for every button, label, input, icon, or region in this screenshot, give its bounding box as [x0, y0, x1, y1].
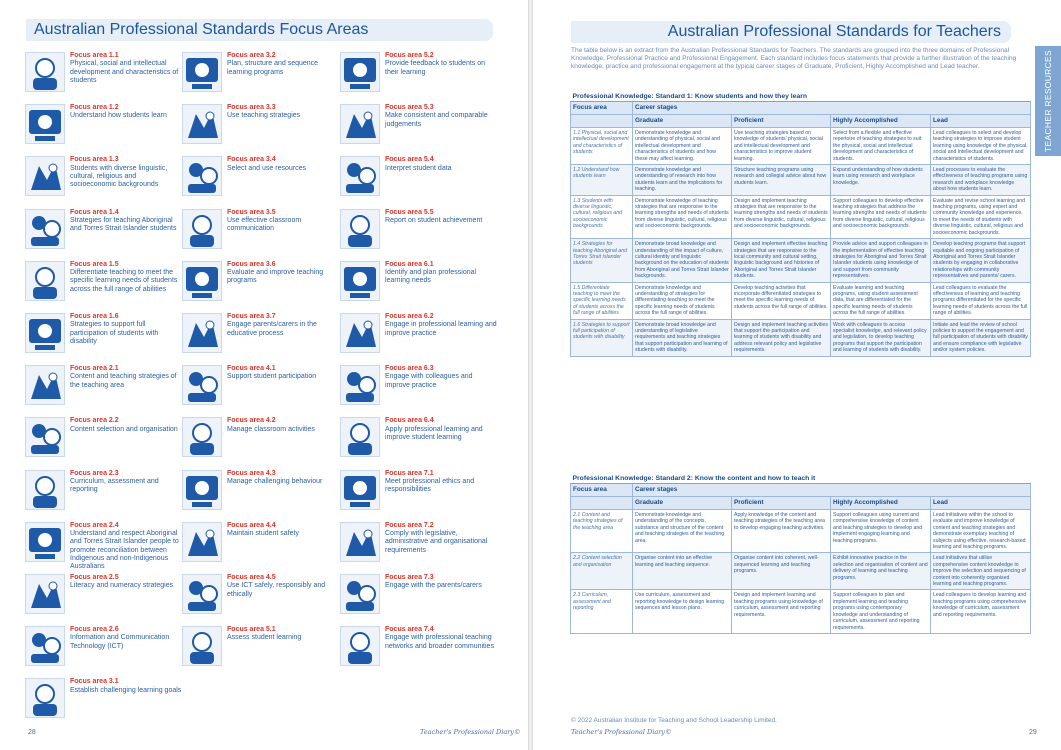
focus-area-number: Focus area 5.4 [385, 156, 434, 164]
stage-cell: Evaluate and revise school learning and teaching programs, using expert and community knowledge and experience, to meet the needs of students with diverse linguistic, cultural, religious and socioeconomic backgrounds. [931, 195, 1031, 238]
focus-area-number: Focus area 3.3 [227, 104, 276, 112]
speaking-teacher-icon [182, 209, 222, 249]
focus-area-text [385, 626, 497, 651]
focus-area-description: Maintain student safety [227, 530, 299, 538]
focus-area-item [182, 104, 337, 154]
right-footer: Teacher's Professional Diary© [571, 728, 672, 736]
raised-hands-icon [25, 209, 65, 249]
focus-area-text [70, 626, 182, 651]
focus-area-text [70, 209, 182, 234]
focus-area-number: Focus area 6.1 [385, 260, 434, 268]
focus-area-item [25, 365, 180, 415]
focus-area-item [25, 470, 180, 520]
pencil-paper-icon [25, 470, 65, 510]
focus-area-text [385, 365, 497, 390]
clipboard-icon [182, 626, 222, 666]
focus-area-number: Focus area 3.2 [227, 52, 276, 59]
focus-area-cell: 2.2 Content selection and organisation [571, 553, 633, 590]
alphabet-blocks-icon [25, 574, 65, 614]
checkbox-icon [340, 522, 380, 562]
stage-cell: Initiate and lead the review of school policies to support the engagement and full participation of students with disability and ensure compliance with legislative and/or system policies. [931, 319, 1031, 356]
stage-cell: Demonstrate knowledge and understanding of strategies for differentiating teaching to meet the specific learning needs of students across the full range of abilities. [633, 282, 732, 319]
focus-area-text [385, 209, 497, 226]
stage-cell: Lead colleagues to select and develop teaching strategies to improve student learning using knowledge of the physical, social and intellectual development and characteristics of students. [931, 128, 1031, 165]
scales-icon [340, 104, 380, 144]
focus-area-cell: 2.1 Content and teaching strategies of the teaching area [571, 510, 633, 553]
standard-2-table [570, 474, 1031, 634]
focus-area-cell: 1.6 Strategies to support full participation of students with disability [571, 319, 633, 356]
focus-area-number: Focus area 4.1 [227, 365, 276, 373]
focus-area-item [182, 522, 337, 572]
focus-area-description: Select and use resources [227, 164, 306, 172]
focus-area-item [25, 574, 180, 624]
focus-area-number: Focus area 5.3 [385, 104, 434, 112]
focus-area-text [70, 261, 182, 294]
focus-area-number: Focus area 7.3 [385, 574, 434, 581]
focus-area-number: Focus area 1.4 [70, 208, 119, 216]
focus-area-description: Engage in professional learning and improve practice [385, 321, 497, 337]
focus-area-description: Make consistent and comparable judgements [385, 112, 488, 128]
table-row [571, 319, 1031, 356]
focus-area-col-header: Focus area [571, 102, 633, 115]
focus-area-text [70, 417, 182, 434]
focus-area-number: Focus area 5.1 [227, 626, 276, 634]
focus-area-number: Focus area 2.1 [70, 365, 119, 373]
focus-area-number: Focus area 7.4 [385, 626, 434, 634]
focus-area-description: Differentiate teaching to meet the specific learning needs of students across the full range of abilities [70, 269, 178, 293]
focus-area-number: Focus area 4.5 [227, 574, 276, 581]
focus-area-item [25, 522, 180, 572]
focus-area-item [25, 313, 180, 363]
focus-area-item [182, 365, 337, 415]
hand-pointer-icon [25, 417, 65, 457]
focus-area-item [182, 261, 337, 311]
stage-cell: Use curriculum, assessment and reporting knowledge to design learning sequences and lesson plans. [633, 590, 732, 633]
focus-area-text [385, 104, 497, 129]
upset-student-icon [182, 470, 222, 510]
focus-area-description: Content and teaching strategies of the teaching area [70, 373, 177, 389]
stage-cell: Demonstrate knowledge and understanding of research into how students learn and the implications for teaching. [633, 165, 732, 196]
bulb-head-icon [25, 678, 65, 718]
focus-area-text [70, 470, 182, 495]
bar-chart-icon [340, 156, 380, 196]
focus-area-description: Plan, structure and sequence learning programs [227, 60, 319, 76]
stage-cell: Select from a flexible and effective repertoire of teaching strategies to suit the physical, social and intellectual development and characteristics of students. [831, 128, 931, 165]
left-page-title: Australian Professional Standards Focus Areas [26, 19, 493, 41]
focus-area-description: Identify and plan professional learning needs [385, 269, 477, 285]
colleagues-icon [340, 365, 380, 405]
stage-graduate: Graduate [633, 115, 732, 128]
stage-cell: Apply knowledge of the content and teaching strategies of the teaching area to develop engaging teaching activities. [732, 510, 831, 553]
focus-area-text [227, 626, 339, 643]
focus-area-description: Literacy and numeracy strategies [70, 582, 174, 590]
focus-area-cell: 1.4 Strategies for teaching Aboriginal and Torres Strait Islander students [571, 239, 633, 282]
right-page-title: Australian Professional Standards for Teachers [571, 21, 1011, 43]
focus-area-description: Manage classroom activities [227, 425, 315, 433]
right-page [533, 0, 1061, 750]
focus-area-description: Support student participation [227, 373, 317, 381]
microscope-icon [25, 365, 65, 405]
focus-area-text [385, 574, 497, 591]
focus-area-text [70, 522, 182, 572]
focus-area-item [25, 417, 180, 467]
teacher-resources-tab [1035, 46, 1061, 156]
stage-cell: Use teaching strategies based on knowledge of students' physical, social and intellectual development and characteristics to improve student learning. [732, 128, 831, 165]
focus-area-description: Report on student achievement [385, 216, 483, 224]
diverse-hands-icon [25, 156, 65, 196]
stage-lead: Lead [931, 115, 1031, 128]
stage-cell: Design and implement learning and teaching programs using knowledge of curriculum, assessment and reporting requirements. [732, 590, 831, 633]
stage-proficient: Proficient [732, 497, 831, 510]
side-tab-label: TEACHER RESOURCES [1043, 50, 1053, 152]
focus-area-item [340, 104, 495, 154]
presenting-teacher-icon [182, 104, 222, 144]
students-group-icon [25, 261, 65, 301]
focus-area-description: Students with diverse linguistic, cultural, religious and socioeconomic backgrounds [70, 164, 168, 189]
focus-area-item [340, 365, 495, 415]
focus-area-text [70, 313, 182, 346]
focus-area-number: Focus area 2.3 [70, 469, 119, 477]
focus-area-description: Understand and respect Aboriginal and Torres Strait Islander people to promote reconciliation between Indigenous and non-Indigenous Australians [70, 530, 179, 571]
computer-user-icon [25, 626, 65, 666]
focus-area-description: Engage with professional teaching networks and broader communities [385, 634, 494, 650]
focus-area-item [25, 261, 180, 311]
focus-area-description: Comply with legislative, administrative and organisational requirements [385, 530, 488, 554]
focus-area-number: Focus area 3.5 [227, 208, 276, 216]
focus-area-text [227, 313, 339, 338]
stage-cell: Structure teaching programs using research and collegial advice about how students learn. [732, 165, 831, 196]
stage-cell: Support colleagues using current and comprehensive knowledge of content and teaching strategies to develop and implement engaging learning and teaching programs. [831, 510, 931, 553]
focus-area-item [25, 209, 180, 259]
stage-cell: Provide advice and support colleagues in the implementation of effective teaching strategies for Aboriginal and Torres Strait Islander students using knowledge of and support from community representatives. [831, 239, 931, 282]
focus-area-number: Focus area 3.4 [227, 156, 276, 164]
focus-area-description: Understand how students learn [70, 112, 167, 120]
focus-area-item [340, 522, 495, 572]
focus-area-text [70, 104, 182, 121]
focus-area-number: Focus area 3.7 [227, 313, 276, 320]
focus-area-description: Engage with the parents/carers [385, 582, 482, 590]
focus-area-text [227, 261, 339, 286]
focus-area-number: Focus area 1.2 [70, 104, 119, 112]
focus-area-item [340, 52, 495, 102]
focus-area-item [340, 470, 495, 520]
stage-cell: Lead colleagues to evaluate the effectiveness of learning and teaching programs differentiated for the specific learning needs of students across the full range of abilities. [931, 282, 1031, 319]
standard-2-heading: Professional Knowledge: Standard 2: Know the content and how to teach it [571, 474, 1031, 484]
focus-area-number: Focus area 7.1 [385, 469, 434, 477]
focus-area-text [70, 156, 182, 189]
focus-area-item [340, 574, 495, 624]
stage-highly-accomplished: Highly Accomplished [831, 497, 931, 510]
focus-area-text [70, 52, 182, 85]
stage-graduate: Graduate [633, 497, 732, 510]
left-page-number: 28 [28, 729, 36, 736]
table-row [571, 590, 1031, 633]
books-icon [182, 156, 222, 196]
intro-paragraph: The table below is an extract from the Australian Professional Standards for Teachers. The standards are grouped into the three domains of Professional Knowledge, Professional Practice and Professional Engagement. Each standard includes focus statements that provide a further illustration of the teaching knowledge, practice and professional engagement at the typical career stages of Graduate, Proficient, Highly Accomplished and Lead teacher. [571, 47, 1017, 70]
table-row [571, 282, 1031, 319]
stage-cell: Evaluate learning and teaching programs, using student assessment data, that are differentiated for the specific learning needs of students across the full range of abilities. [831, 282, 931, 319]
focus-area-item [25, 104, 180, 154]
focus-area-description: Assess student learning [227, 634, 302, 642]
focus-area-item [25, 678, 180, 728]
stage-cell: Lead initiatives that utilise comprehensive content knowledge to improve the selection and sequencing of content into coherently organised learning and teaching programs. [931, 553, 1031, 590]
focus-area-cell: 1.2 Understand how students learn [571, 165, 633, 196]
focus-area-number: Focus area 1.1 [70, 52, 119, 59]
focus-area-number: Focus area 1.6 [70, 313, 119, 320]
standard-1-heading: Professional Knowledge: Standard 1: Know students and how they learn [571, 92, 1031, 102]
focus-area-number: Focus area 4.3 [227, 469, 276, 477]
focus-area-text [227, 365, 339, 382]
focus-area-description: Use effective classroom communication [227, 216, 302, 233]
focus-area-cell: 1.1 Physical, social and intellectual development and characteristics of students [571, 128, 633, 165]
focus-area-description: Establish challenging learning goals [70, 686, 182, 694]
focus-area-text [227, 209, 339, 234]
focus-area-item [25, 156, 180, 206]
stage-cell: Organise content into coherent, well-sequenced learning and teaching programs. [732, 553, 831, 590]
focus-area-number: Focus area 2.5 [70, 574, 119, 581]
stage-cell: Design and implement effective teaching strategies that are responsive to the local community and cultural setting, linguistic background and histories of Aboriginal and Torres Strait Islander students. [732, 239, 831, 282]
table-row [571, 510, 1031, 553]
left-page [0, 0, 528, 750]
focus-area-text [70, 574, 182, 591]
stage-cell: Demonstrate knowledge of teaching strategies that are responsive to the learning strengths and needs of students from diverse linguistic, cultural, religious and socioeconomic backgrounds. [633, 195, 732, 238]
career-stages-header: Career stages [633, 102, 1031, 115]
focus-area-description: Manage challenging behaviour [227, 477, 323, 485]
focus-area-description: Strategies to support full participation of students with disability [70, 321, 159, 345]
focus-area-text [385, 52, 497, 77]
report-card-icon [340, 209, 380, 249]
focus-area-item [182, 626, 337, 676]
focus-area-number: Focus area 1.3 [70, 156, 119, 164]
focus-area-text [227, 470, 339, 487]
puzzle-icon [340, 626, 380, 666]
table-row [571, 239, 1031, 282]
stage-cell: Demonstrate broad knowledge and understanding of the impact of culture, cultural identity and linguistic background on the education of students from Aboriginal and Torres Strait Islander backgrounds. [633, 239, 732, 282]
focus-area-cell: 1.5 Differentiate teaching to meet the specific learning needs of students across the full range of abilities [571, 282, 633, 319]
stage-cell: Design and implement teaching activities that support the participation and learning of students with disability and address relevant policy and legislative requirements. [732, 319, 831, 356]
stage-cell: Demonstrate broad knowledge and understanding of legislative requirements and teaching strategies that support participation and learning of students with disability. [633, 319, 732, 356]
stage-cell: Organise content into an effective learning and teaching sequence. [633, 553, 732, 590]
focus-area-description: Use ICT safely, responsibly and ethically [227, 582, 326, 598]
left-footer: Teacher's Professional Diary© [420, 728, 521, 736]
stage-cell: Demonstrate knowledge and understanding of physical, social and intellectual development and characteristics of students and how these may affect learning. [633, 128, 732, 165]
focus-area-text [227, 156, 339, 173]
focus-area-number: Focus area 3.1 [70, 678, 119, 686]
table-row [571, 165, 1031, 196]
focus-area-text [70, 678, 182, 695]
table-row [571, 128, 1031, 165]
copyright-notice: © 2022 Australian Institute for Teaching and School Leadership Limited. [571, 717, 777, 724]
stage-cell: Design and implement teaching strategies that are responsive to the learning strengths and needs of students from diverse linguistic, cultural, religious and socioeconomic backgrounds. [732, 195, 831, 238]
focus-area-item [182, 313, 337, 363]
focus-area-text [70, 365, 182, 390]
stage-cell: Work with colleagues to access specialist knowledge, and relevant policy and legislation, to develop teaching programs that support the participation and learning of students with disability. [831, 319, 931, 356]
focus-area-number: Focus area 7.2 [385, 521, 434, 529]
focus-area-item [340, 626, 495, 676]
focus-area-description: Strategies for teaching Aboriginal and Torres Strait Islander students [70, 216, 177, 233]
focus-area-text [227, 417, 339, 434]
focus-area-number: Focus area 6.2 [385, 313, 434, 320]
family-icon [340, 574, 380, 614]
planning-teacher-icon [182, 52, 222, 92]
stage-cell: Lead colleagues to develop learning and teaching programs using comprehensive knowledge of curriculum, assessment and reporting requirements. [931, 590, 1031, 633]
focus-area-number: Focus area 2.2 [70, 417, 119, 425]
standard-1-table [570, 92, 1031, 357]
stage-cell: Develop teaching programs that support equitable and ongoing participation of Aboriginal and Torres Strait Islander students by engaging in collaborative relationships with community representatives and parents/ carers. [931, 239, 1031, 282]
focus-area-number: Focus area 2.6 [70, 626, 119, 634]
focus-area-description: Evaluate and improve teaching programs [227, 269, 324, 285]
focus-area-text [227, 574, 339, 599]
focus-area-item [340, 156, 495, 206]
medal-icon [340, 417, 380, 457]
stage-cell: Support colleagues to plan and implement learning and teaching programs using contemporary knowledge and understanding of curriculum, assessment and reporting requirements. [831, 590, 931, 633]
focus-area-number: Focus area 6.3 [385, 365, 434, 373]
focus-area-item [182, 574, 337, 624]
reading-teacher-icon [340, 313, 380, 353]
focus-area-description: Provide feedback to students on their learning [385, 60, 486, 76]
table-row [571, 553, 1031, 590]
focus-area-text [227, 52, 339, 77]
parent-child-icon [182, 313, 222, 353]
focus-area-number: Focus area 1.5 [70, 260, 119, 268]
classroom-icon [182, 417, 222, 457]
focus-area-description: Interpret student data [385, 164, 452, 172]
focus-area-col-header: Focus area [571, 484, 633, 497]
career-stages-header: Career stages [633, 484, 1031, 497]
focus-area-description: Engage parents/carers in the educative process [227, 321, 317, 337]
focus-area-description: Engage with colleagues and improve practice [385, 373, 473, 389]
stage-highly-accomplished: Highly Accomplished [831, 115, 931, 128]
focus-area-number: Focus area 3.6 [227, 260, 276, 268]
focus-area-text [385, 417, 497, 442]
focus-area-item [182, 209, 337, 259]
focus-area-cell: 2.3 Curriculum, assessment and reporting [571, 590, 633, 633]
focus-area-number: Focus area 5.2 [385, 52, 434, 59]
safety-hand-icon [182, 522, 222, 562]
stage-lead: Lead [931, 497, 1031, 510]
stage-cell: Lead processes to evaluate the effectiveness of teaching programs using research and workplace knowledge about how students learn. [931, 165, 1031, 196]
laptop-user-icon [182, 574, 222, 614]
focus-area-number: Focus area 6.4 [385, 417, 434, 425]
focus-area-text [385, 470, 497, 495]
focus-area-number: Focus area 4.2 [227, 417, 276, 425]
focus-area-item [182, 470, 337, 520]
focus-area-item [25, 52, 180, 102]
focus-area-item [182, 156, 337, 206]
focus-area-description: Use teaching strategies [227, 112, 301, 120]
focus-area-text [227, 522, 339, 539]
stage-cell: Support colleagues to develop effective teaching strategies that address the learning strengths and needs of students from diverse linguistic, cultural, religious and socioeconomic backgrounds. [831, 195, 931, 238]
developing-head-icon [25, 52, 65, 92]
focus-area-cell: 1.3 Students with diverse linguistic, cultural, religious and socioeconomic backgrounds [571, 195, 633, 238]
focus-area-text [227, 104, 339, 121]
focus-area-item [340, 261, 495, 311]
thinking-student-icon [25, 104, 65, 144]
table-row [571, 195, 1031, 238]
focus-area-description: Content selection and organisation [70, 425, 178, 433]
focus-area-description: Physical, social and intellectual development and characteristics of students [70, 60, 179, 84]
focus-area-item [25, 626, 180, 676]
focus-area-text [385, 156, 497, 173]
stage-cell: Demonstrate knowledge and understanding of the concepts, substance and structure of the content and teaching strategies of the teaching area. [633, 510, 732, 553]
magnifier-icon [340, 261, 380, 301]
focus-area-text [385, 522, 497, 555]
focus-area-number: Focus area 4.4 [227, 521, 276, 529]
focus-area-text [385, 261, 497, 286]
focus-area-description: Curriculum, assessment and reporting [70, 477, 159, 494]
focus-area-description: Information and Communication Technology (ICT) [70, 634, 170, 650]
stage-cell: Exhibit innovative practice in the selection and organisation of content and delivery of learning and teaching programs. [831, 553, 931, 590]
focus-area-number: Focus area 2.4 [70, 521, 119, 529]
focus-area-description: Apply professional learning and improve student learning [385, 425, 483, 441]
focus-area-description: Meet professional ethics and responsibilities [385, 477, 475, 494]
focus-area-item [182, 52, 337, 102]
focus-area-number: Focus area 5.5 [385, 208, 434, 216]
joined-hands-icon [182, 365, 222, 405]
stage-cell: Develop teaching activities that incorporate differentiated strategies to meet the specific learning needs of students across the full range of abilities. [732, 282, 831, 319]
evaluating-teacher-icon [182, 261, 222, 301]
stage-proficient: Proficient [732, 115, 831, 128]
stage-cell: Expand understanding of how students learn using research and workplace knowledge. [831, 165, 931, 196]
focus-area-item [340, 313, 495, 363]
feedback-icon [340, 52, 380, 92]
target-icon [340, 470, 380, 510]
focus-area-item [182, 417, 337, 467]
right-page-number: 29 [1029, 729, 1037, 736]
stage-cell: Lead initiatives within the school to evaluate and improve knowledge of content and teaching strategies and demonstrate exemplary teaching of subjects using effective, research-based learning and teaching programs. [931, 510, 1031, 553]
focus-area-item [340, 417, 495, 467]
focus-area-text [385, 313, 497, 338]
focus-area-item [340, 209, 495, 259]
wheelchair-icon [25, 313, 65, 353]
handshake-icon [25, 522, 65, 562]
